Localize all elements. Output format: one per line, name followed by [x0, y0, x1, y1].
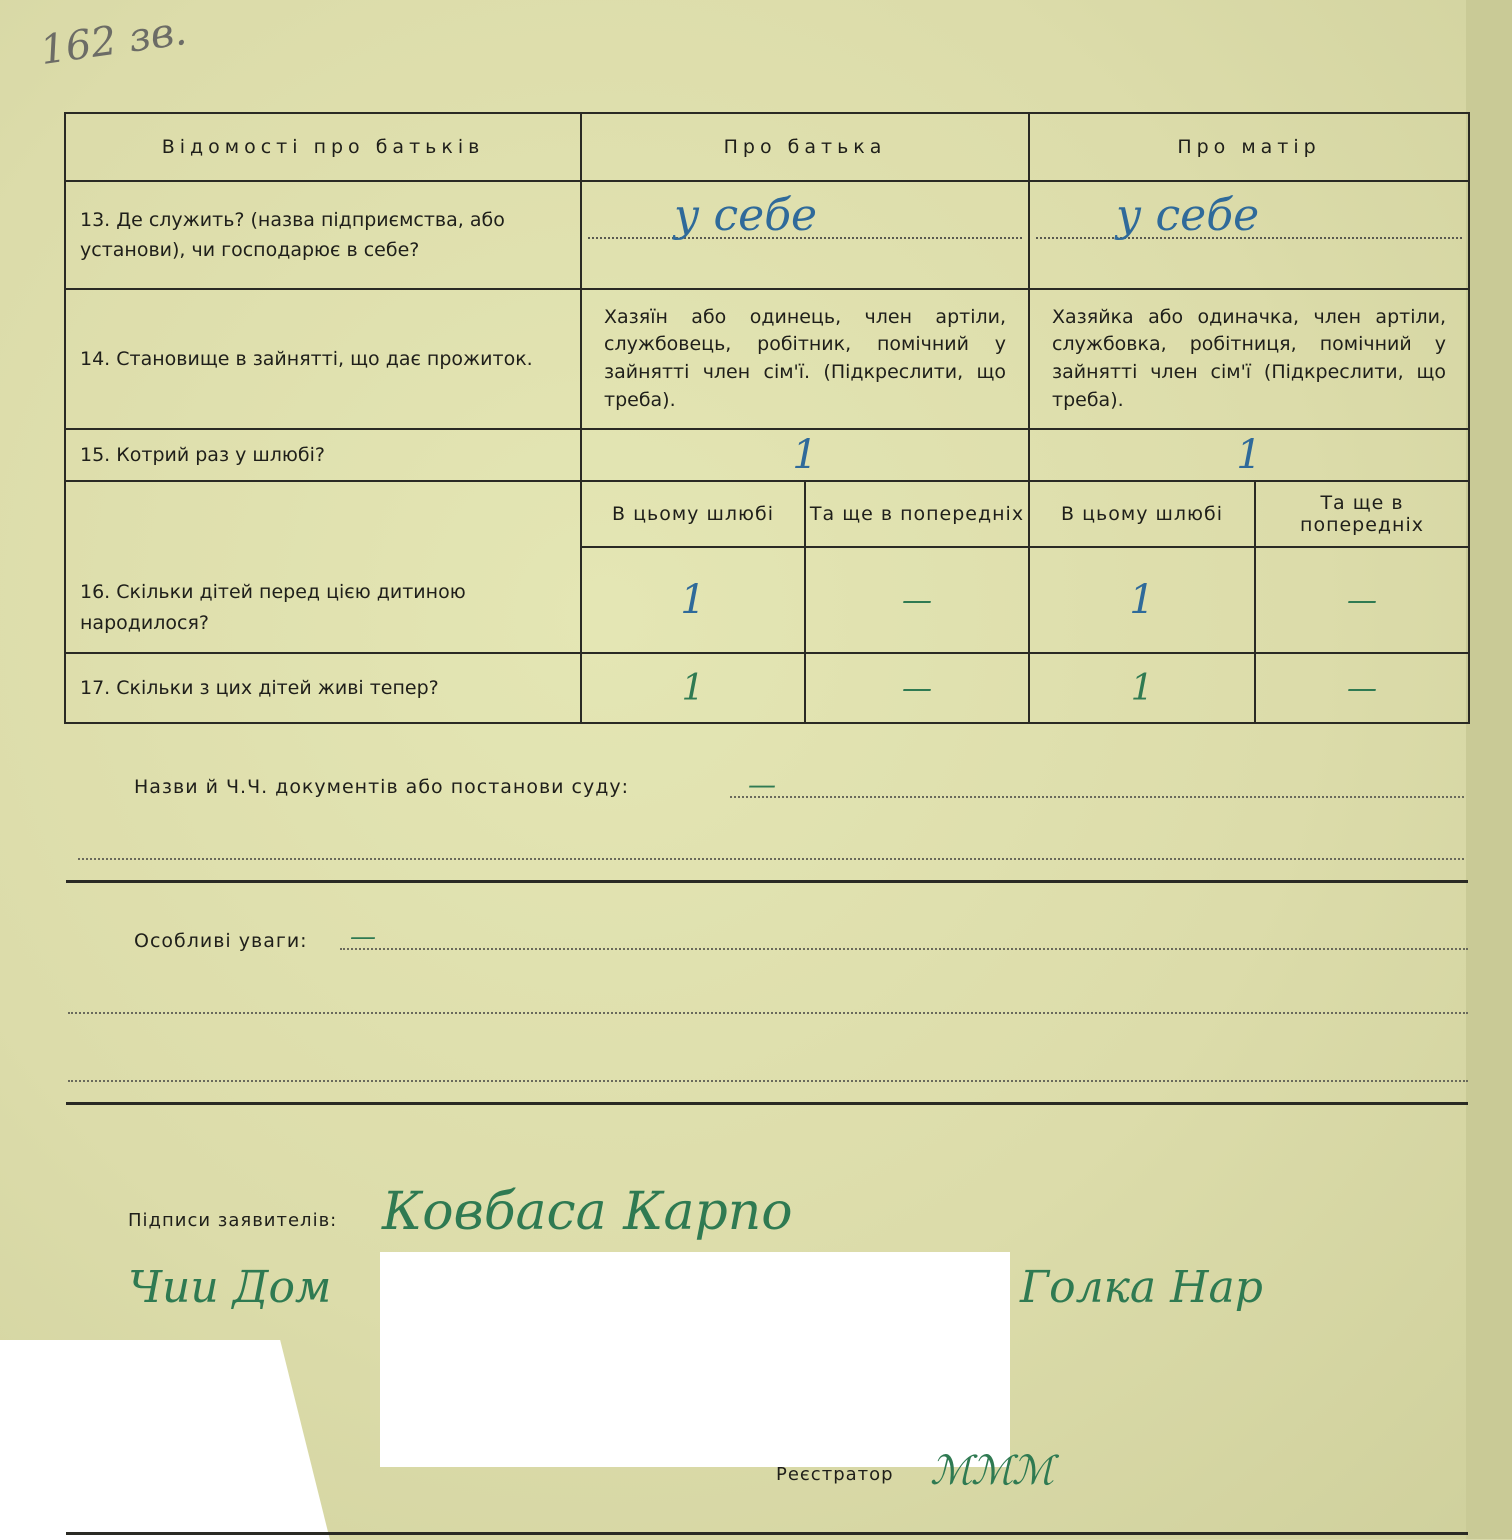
- answer-17-father-prev-value: —: [902, 670, 932, 706]
- documents-label: Назви й Ч.Ч. документів або постанови суду:: [134, 776, 630, 798]
- answer-17-mother-prev-value: —: [1347, 670, 1378, 706]
- section-divider: [66, 1102, 1468, 1105]
- answer-16-mother-this: [1029, 547, 1255, 653]
- registrar-label: Реєстратор: [776, 1464, 894, 1485]
- section-divider: [66, 880, 1468, 883]
- answer-17-mother-this: [1029, 653, 1255, 723]
- documents-dotted-line-2: [78, 858, 1464, 860]
- answer-17-mother-this-value: 1: [1130, 667, 1154, 709]
- answer-16-father-prev-value: —: [902, 582, 932, 618]
- answer-17-father-prev: [805, 653, 1029, 723]
- answer-15-father-cell: [581, 429, 1029, 481]
- question-17: [65, 653, 581, 723]
- remarks-dotted-line-2: [68, 1012, 1468, 1014]
- answer-16-mother-this-value: 1: [1129, 577, 1155, 623]
- question-16-text: 16. Скільки дітей перед цією дитиною народилося?: [80, 581, 466, 634]
- answer-17-mother-prev: [1255, 653, 1469, 723]
- answer-14-mother-options: Хазяйка або одиначка, член артіли, службовка, робітниця, помічний у зайнятті член сім'ї (Підкреслити, що треба).: [1029, 289, 1469, 429]
- page-edge: [1466, 0, 1512, 1539]
- question-13: [65, 181, 581, 289]
- answer-15-father: 1: [792, 432, 818, 478]
- signature-2-start: Чии Дом: [128, 1262, 332, 1313]
- answer-13-mother: у себе: [1116, 190, 1260, 241]
- question-13-text: 13. Де служить? (назва підприємства, або установи), чи господарює в себе?: [80, 208, 505, 261]
- remarks-dotted-line-3: [68, 1080, 1468, 1082]
- documents-dotted-line: [730, 796, 1464, 798]
- subheader-father-previous: Та ще в попередніх: [805, 481, 1029, 547]
- subheader-mother-previous: Та ще в попередніх: [1255, 481, 1469, 547]
- answer-15-mother: 1: [1236, 432, 1262, 478]
- remarks-label: Особливі уваги:: [134, 930, 308, 952]
- answer-16-father-prev: [805, 547, 1029, 653]
- question-14: [65, 289, 581, 429]
- answer-14-father-options: Хазяїн або одинець, член артіли, службовець, робітник, помічний у зайнятті член сім'ї. (Підкреслити, що треба).: [581, 289, 1029, 429]
- question-15-text: 15. Котрий раз у шлюбі?: [80, 443, 325, 466]
- signature-2-end: Голка Нар: [1020, 1262, 1263, 1313]
- answer-16-father-this-value: 1: [680, 577, 706, 623]
- subheader-father-this-marriage: В цьому шлюбі: [581, 481, 805, 547]
- parents-info-table: [64, 112, 1470, 724]
- redaction-block: [380, 1252, 1010, 1467]
- signature-1: Ковбаса Карпо: [382, 1182, 793, 1242]
- remarks-value: —: [350, 922, 376, 952]
- registrar-signature: ℳℳℳ: [930, 1448, 1053, 1494]
- documents-value: —: [748, 768, 776, 801]
- answer-13-father: у себе: [674, 190, 818, 241]
- answer-13-father-cell: [581, 181, 1029, 289]
- redaction-block-left: [0, 1340, 330, 1540]
- archive-number: 162 зв.: [37, 8, 190, 74]
- answer-15-mother-cell: [1029, 429, 1469, 481]
- question-16: [65, 481, 581, 653]
- answer-17-father-this: [581, 653, 805, 723]
- question-14-text: 14. Становище в зайнятті, що дає прожиток.: [80, 347, 533, 370]
- answer-16-mother-prev: [1255, 547, 1469, 653]
- header-mother: Про матір: [1029, 113, 1469, 181]
- answer-13-mother-cell: [1029, 181, 1469, 289]
- answer-16-mother-prev-value: —: [1347, 582, 1378, 618]
- header-parents-info: Відомості про батьків: [65, 113, 581, 181]
- remarks-dotted-line: [340, 948, 1468, 950]
- signatures-label: Підписи заявителів:: [128, 1210, 338, 1231]
- question-15: [65, 429, 581, 481]
- header-father: Про батька: [581, 113, 1029, 181]
- answer-17-father-this-value: 1: [681, 667, 705, 709]
- answer-16-father-this: [581, 547, 805, 653]
- question-17-text: 17. Скільки з цих дітей живі тепер?: [80, 676, 439, 699]
- bottom-rule: [66, 1532, 1468, 1535]
- subheader-mother-this-marriage: В цьому шлюбі: [1029, 481, 1255, 547]
